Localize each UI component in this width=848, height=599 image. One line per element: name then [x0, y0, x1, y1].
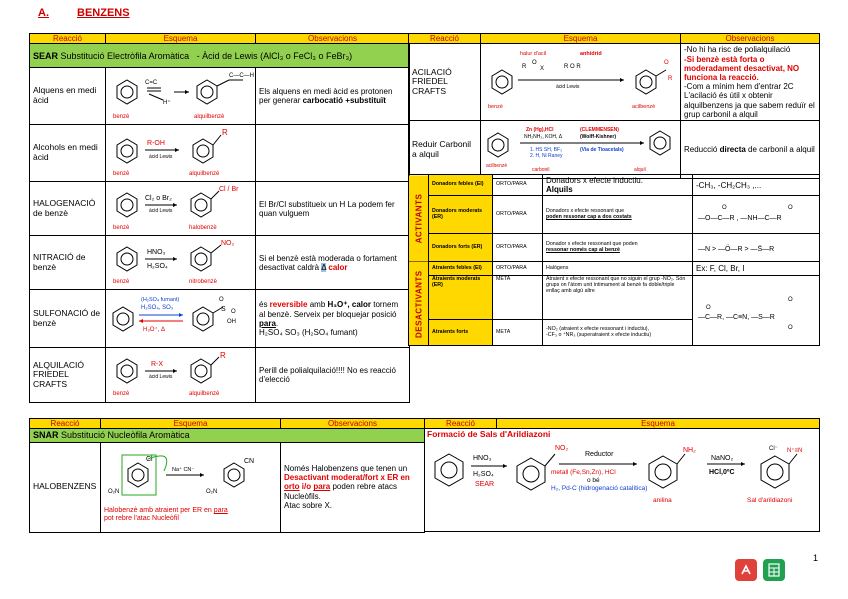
svg-text:R: R: [522, 64, 527, 71]
svg-text:Cl⁻: Cl⁻: [769, 445, 778, 452]
svg-text:R-OH: R-OH: [147, 140, 165, 148]
svg-text:carbonil: carbonil: [532, 166, 550, 173]
activ-desc-2: Donador x efecte ressonant que poden ressonar només cap al benzè: [543, 234, 693, 262]
svg-text:anhídrid: anhídrid: [580, 51, 602, 58]
svg-text:NH₂NH₂, KOH, Δ: NH₂NH₂, KOH, Δ: [524, 133, 563, 140]
svg-text:O: O: [231, 308, 236, 315]
svg-text:metall (Fe,Sn,Zn), HCl: metall (Fe,Sn,Zn), HCl: [551, 468, 616, 476]
desactiv-desc-0: Halògens: [543, 262, 693, 276]
row-alcohols: Alcohols en medi àcid: [30, 125, 106, 182]
strong-donors-structs: [696, 237, 816, 259]
svg-text:SEAR: SEAR: [475, 480, 495, 488]
svg-text:H₂SO₄: H₂SO₄: [147, 262, 168, 270]
obs-alquens: Els alquens en medi àcid es protonen per generar carbocatió +substituït: [256, 68, 410, 125]
svg-text:N⁺≡N: N⁺≡N: [787, 447, 803, 454]
obs-sulfonacio: és reversible amb H₃O⁺, calor tornem al benzè. Serveix per bloquejar posició para. H₂SO₄ SO₃ (H₂SO₄ fumant): [256, 290, 410, 348]
svg-text:àcid Lewis: àcid Lewis: [556, 84, 580, 91]
svg-text:acilbenzè: acilbenzè: [632, 104, 656, 111]
scheme-alquens: [106, 68, 256, 125]
activ-label-0: Donadors febles (EI): [429, 175, 493, 196]
svg-text:acilbenzè: acilbenzè: [486, 162, 508, 169]
desactiv-label-0: Atraients febles (EI): [429, 262, 493, 276]
acilacio-scheme-svg: [484, 46, 676, 118]
obs-halogenacio: El Br/Cl substitueix un H La podem fer quan vulguem: [256, 182, 410, 236]
svg-text:Reductor: Reductor: [585, 450, 614, 458]
svg-text:O: O: [788, 324, 793, 331]
svg-text:Na⁺ CN⁻: Na⁺ CN⁻: [172, 467, 195, 474]
svg-text:àcid Lewis: àcid Lewis: [149, 207, 173, 214]
svg-text:H₂SO₄, SO₃: H₂SO₄, SO₃: [141, 304, 174, 311]
svg-text:C—C—H: C—C—H: [229, 73, 254, 80]
obs-snar: Només Halobenzens que tenen un Desactivant moderat/fort x ER en orto i/o para poden rebre atacs Nucleòfils. Atac sobre X.: [281, 442, 425, 532]
svg-text:O: O: [532, 60, 537, 67]
svg-text:O₂N: O₂N: [108, 489, 120, 496]
svg-text:O: O: [706, 304, 711, 311]
svg-text:H₂SO₄: H₂SO₄: [473, 470, 494, 478]
scheme-alquilacio: [106, 348, 256, 403]
activ-dir-0: ORTO/PARA: [493, 175, 543, 196]
svg-text:C=C: C=C: [145, 80, 158, 87]
snar-table: [29, 418, 425, 533]
svg-text:(Wolff-Kishner): (Wolff-Kishner): [580, 133, 617, 140]
scheme-reduir: [481, 121, 681, 179]
svg-text:R-X: R-X: [151, 361, 164, 369]
reduir-scheme-svg: [484, 123, 676, 177]
svg-text:NaNO₂: NaNO₂: [711, 454, 734, 462]
svg-text:R O R: R O R: [564, 64, 581, 71]
header-esquema-3: Esquema: [101, 419, 281, 429]
diazonium-scheme-svg: [427, 440, 815, 526]
svg-text:NO₂: NO₂: [221, 239, 235, 247]
alcohols-scheme-svg: [109, 127, 249, 179]
svg-text:—N > —Ö—R > —S̈—R: —N > —Ö—R > —S̈—R: [698, 245, 775, 253]
svg-text:2. H, Ni Raney: 2. H, Ni Raney: [530, 152, 563, 159]
alquens-label-product: alquilbenzè: [194, 114, 225, 121]
header-reaccio-2: Reacció: [409, 34, 481, 44]
acylation-table: [408, 33, 820, 179]
desactiv-desc-2: -NO₂ (atraient x efecte ressonant i inductiu), -CF₃ o ⁺NR₃ (superatraient x efecte inductiu): [543, 320, 693, 346]
desactiv-ex-0: Ex: F, Cl, Br, I: [693, 262, 820, 276]
svg-text:H₃O⁺, Δ: H₃O⁺, Δ: [143, 326, 165, 333]
alquilacio-label-benze: benzè: [113, 391, 130, 398]
svg-text:o bé: o bé: [587, 476, 600, 484]
svg-text:anilina: anilina: [653, 496, 672, 504]
desactiv-label-2: Atraients forts: [429, 320, 493, 346]
header-esquema-4: Esquema: [497, 419, 820, 429]
diazonium-scheme: [425, 429, 820, 532]
activ-desc-0: Donadors x efecte inductiu. Alquils: [543, 175, 693, 196]
svg-text:benzè: benzè: [488, 104, 503, 111]
header-esquema: Esquema: [106, 34, 256, 44]
header-observacions-2: Observacions: [681, 34, 820, 44]
header-esquema-2: Esquema: [481, 34, 681, 44]
svg-text:O: O: [788, 296, 793, 303]
svg-text:X: X: [540, 66, 545, 73]
scheme-alcohols: [106, 125, 256, 182]
svg-text:àcid Lewis: àcid Lewis: [149, 154, 173, 161]
group-desactivants: DESACTIVANTS: [409, 262, 429, 346]
svg-text:Cl: Cl: [146, 456, 153, 464]
svg-text:HNO₃: HNO₃: [473, 454, 492, 462]
svg-text:—O—C—R , —NH—C—R: —O—C—R , —NH—C—R: [698, 214, 782, 222]
row-alquens: Alquens en medi àcid: [30, 68, 106, 125]
activ-dir-2: ORTO/PARA: [493, 234, 543, 262]
obs-alcohols: [256, 125, 410, 182]
diazonium-title: Formació de Sals d'Arildiazoni: [427, 429, 551, 440]
row-halogenacio: HALOGENACIÓ de benzè: [30, 182, 106, 236]
svg-text:HNO₃: HNO₃: [147, 248, 166, 256]
snar-banner: SNAR Substitució Nucleòfila Aromàtica: [30, 429, 425, 442]
alquens-scheme-svg: [109, 70, 254, 122]
pdf-export-button[interactable]: [735, 559, 757, 581]
group-activants: ACTIVANTS: [409, 175, 429, 262]
desactiv-dir-1: META: [493, 276, 543, 320]
row-reduir: Reduir Carbonil a alquil: [409, 121, 481, 179]
activ-label-1: Donadors moderats (ER): [429, 196, 493, 234]
scheme-acilacio: [481, 44, 681, 121]
scheme-halogenacio: [106, 182, 256, 236]
svg-text:R: R: [220, 351, 226, 361]
desactiv-label-1: Atraients moderats (ER): [429, 276, 493, 320]
nitracio-label-product: nitrobenzè: [189, 278, 218, 285]
svg-text:halur d'acil: halur d'acil: [520, 51, 547, 58]
page-number: 1: [813, 553, 819, 563]
header-reaccio-3: Reacció: [30, 419, 101, 429]
activ-label-2: Donadors forts (ER): [429, 234, 493, 262]
obs-nitracio: Si el benzè està moderada o fortament desactivat caldrà Δ calor: [256, 236, 410, 290]
svg-text:NO₂: NO₂: [555, 444, 569, 452]
svg-text:CN: CN: [244, 458, 255, 466]
row-acilacio: ACILACIÓ FRIEDEL CRAFTS: [409, 44, 481, 121]
header-observacions: Observacions: [256, 34, 410, 44]
header-observacions-3: Observacions: [281, 419, 425, 429]
activ-ex-2: [693, 234, 820, 262]
svg-text:HCl,0ºC: HCl,0ºC: [709, 468, 735, 476]
svg-text:S: S: [221, 305, 226, 313]
svg-text:Sal d'arildiazoni: Sal d'arildiazoni: [747, 496, 793, 504]
obs-alquilacio: Perill de polialquilació!!!! No es reacció d'elecció: [256, 348, 410, 403]
alquilacio-scheme-svg: [109, 351, 249, 399]
svg-text:OH: OH: [227, 318, 236, 325]
sear-banner: SEAR Substitució Electròfila Aromàtica - Àcid de Lewis (AlCl₃ o FeCl₃ o FeBr₃): [30, 44, 410, 68]
scheme-sulfonacio: [106, 290, 256, 348]
section-title: A. BENZENS: [38, 7, 130, 19]
nitracio-scheme-svg: [109, 239, 249, 287]
svg-text:(CLEMMENSEN): (CLEMMENSEN): [580, 126, 619, 133]
activ-ex-0: -CH₃, -CH₂CH₃ ,...: [693, 175, 820, 196]
substituents-table: [408, 174, 820, 346]
pdf-icon: [740, 564, 752, 576]
row-nitracio: NITRACIÓ de benzè: [30, 236, 106, 290]
alcohols-label-product: alquilbenzè: [189, 171, 220, 178]
svg-text:R: R: [222, 128, 228, 138]
svg-text:(Via de Tioacetals): (Via de Tioacetals): [580, 146, 624, 153]
svg-text:H₂, Pd-C (hidrogenació catalít: H₂, Pd-C (hidrogenació catalítica): [551, 484, 648, 492]
svg-text:O₂N: O₂N: [206, 489, 218, 496]
desactiv-dir-0: ORTO/PARA: [493, 262, 543, 276]
halogenacio-label-product: halobenzè: [189, 224, 217, 231]
svg-text:O: O: [664, 60, 669, 67]
desactiv-ex-1: [693, 276, 820, 346]
nitracio-label-benze: benzè: [113, 278, 130, 285]
obs-acilacio: -No hi ha risc de polialquilació -Si benzè està forta o moderadament desactivat, NO funciona la reacció. -Com a mínim hem d'entrar 2C L'acilació és útil x obtenir alquilbenzens ja que sabem reduïr el grup carbonil a alquil: [681, 44, 820, 121]
svg-text:H⁺: H⁺: [163, 100, 171, 107]
desactiv-desc-1: Atraient x efecte ressonant que no siguin el grup -NO₂. Són grups on l'àtom unit íntimament al benzè fa doble/triple enllaç amb algú altre: [543, 276, 693, 320]
diazonium-table: [424, 418, 820, 532]
activ-ex-1: [693, 196, 820, 234]
svg-text:O: O: [219, 296, 224, 303]
activ-dir-1: ORTO/PARA: [493, 196, 543, 234]
attractors-structs: [696, 291, 816, 331]
halogenacio-label-benze: benzè: [113, 224, 130, 231]
svg-text:O: O: [788, 204, 793, 211]
svg-text:Cl₂ o Br₂: Cl₂ o Br₂: [145, 194, 172, 202]
svg-text:Zn (Hg),HCl: Zn (Hg),HCl: [526, 126, 554, 133]
row-sulfonacio: SULFONACIÓ de benzè: [30, 290, 106, 348]
scheme-nitracio: [106, 236, 256, 290]
sheets-export-button[interactable]: [763, 559, 785, 581]
desactiv-dir-2: META: [493, 320, 543, 346]
obs-reduir: Reducció directa de carbonil a alquil: [681, 121, 820, 179]
sulfonacio-scheme-svg: [109, 293, 249, 345]
snar-scheme-svg: [104, 451, 276, 507]
svg-text:alquil: alquil: [634, 166, 646, 173]
svg-text:R: R: [668, 76, 673, 83]
header-reaccio: Reacció: [30, 34, 106, 44]
alcohols-label-benze: benzè: [113, 171, 130, 178]
svg-text:àcid Lewis: àcid Lewis: [149, 374, 173, 381]
halogenacio-scheme-svg: [109, 185, 249, 233]
row-alquilacio: ALQUILACIÓ FRIEDEL CRAFTS: [30, 348, 106, 403]
svg-text:O: O: [722, 204, 727, 211]
activ-desc-1: Donadors x efecte ressonant que poden ressonar cap a dos costats: [543, 196, 693, 234]
svg-text:(H₂SO₄ fumant): (H₂SO₄ fumant): [141, 296, 180, 303]
alquens-label-benze: benzè: [113, 114, 130, 121]
header-reaccio-4: Reacció: [425, 419, 497, 429]
sear-table: [29, 33, 410, 403]
svg-text:1. HS SH, BF₃: 1. HS SH, BF₃: [530, 146, 563, 153]
svg-text:Cl / Br: Cl / Br: [219, 185, 239, 193]
alquilacio-label-product: alquilbenzè: [189, 391, 220, 398]
row-halobenzens: HALOBENZENS: [30, 442, 101, 532]
sheets-icon: [768, 563, 780, 577]
scheme-snar: [101, 442, 281, 532]
moderate-donors-structs: [696, 200, 816, 230]
svg-text:—C—R, —C≡N, —S—R: —C—R, —C≡N, —S—R: [698, 313, 775, 321]
svg-text:NH₂: NH₂: [683, 446, 696, 454]
snar-note: Halobenzè amb atraient per ER en para pot rebre l'atac Nucleòfil: [104, 507, 228, 523]
